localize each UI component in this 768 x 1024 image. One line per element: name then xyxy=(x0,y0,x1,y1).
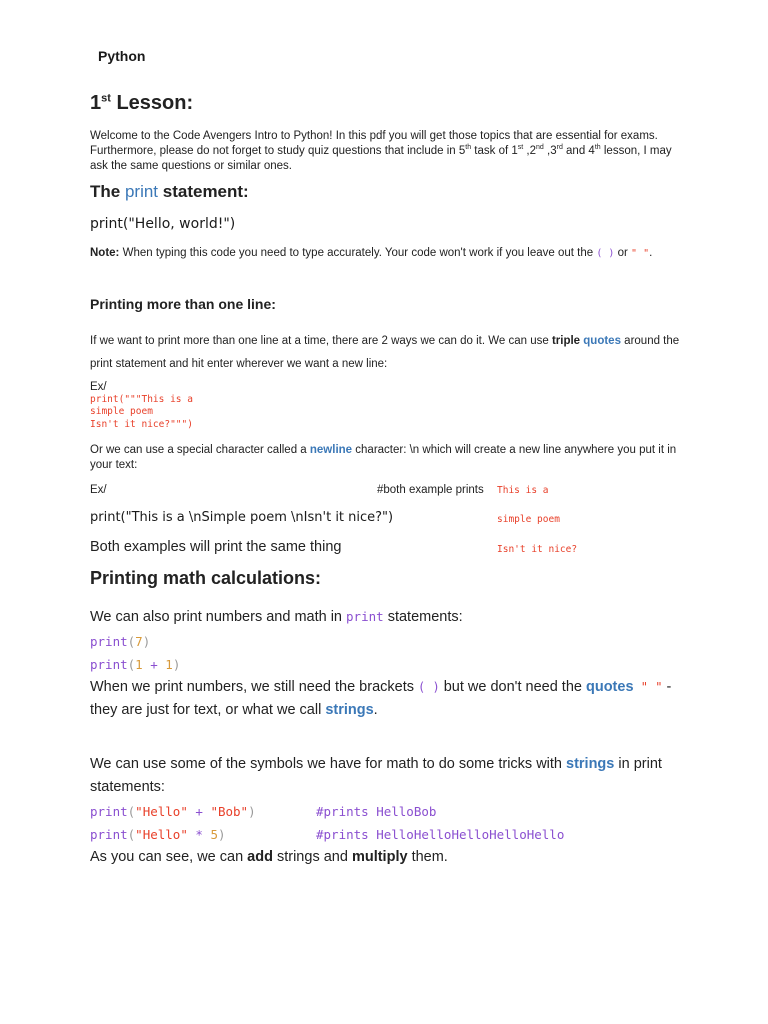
intro-text: ,2 xyxy=(523,145,537,157)
code-paren: ) xyxy=(172,657,181,672)
code-operator: + xyxy=(142,657,166,672)
output-line-2: simple poem xyxy=(497,514,560,525)
symbols-line-1 xyxy=(90,756,662,772)
para-text: Or we can use a special character called a xyxy=(90,444,310,456)
note-text: . xyxy=(649,247,653,259)
multiline-line-2: print statement and hit enter wherever we want a new line: xyxy=(90,358,388,370)
output-line-1: This is a xyxy=(497,485,549,496)
note-quotes: " " xyxy=(631,248,650,259)
code-string: "Hello" xyxy=(135,827,188,842)
intro-sup: st xyxy=(517,144,524,152)
intro-sup: th xyxy=(594,144,601,152)
newline-line-1 xyxy=(90,443,676,458)
intro-text: Furthermore, please do not forget to study quiz questions that include in 5 xyxy=(90,145,466,157)
note-text: When typing this code you need to type accurately. Your code won't work if you leave out the xyxy=(119,247,597,259)
para-text: statements: xyxy=(383,609,463,625)
math-intro xyxy=(90,609,463,625)
example-label: Ex/ xyxy=(90,381,107,393)
triple-quote-code-2: simple poem xyxy=(90,406,153,417)
comment-prints-hello-x5: #prints HelloHelloHelloHelloHello xyxy=(316,827,565,842)
note-text: or xyxy=(614,247,632,259)
add-multiply-line xyxy=(90,849,448,865)
code-operator: * xyxy=(187,827,211,842)
para-text: We can also print numbers and math in xyxy=(90,609,347,625)
code-paren: ( xyxy=(127,804,136,819)
para-text: they are just for text, or what we call xyxy=(90,702,326,718)
code-paren: ( xyxy=(127,827,136,842)
newline-line-2: your text: xyxy=(90,459,138,471)
intro-line-1: Welcome to the Code Avengers Intro to Python! In this pdf you will get those topics that are essential for exams. xyxy=(90,130,658,142)
code-hello-plus-bob xyxy=(90,804,256,819)
heading-keyword: print xyxy=(124,182,159,201)
quotes-keyword: quotes xyxy=(585,679,634,695)
both-same-text: Both examples will print the same thing xyxy=(90,539,342,555)
intro-text: task of 1 xyxy=(471,145,518,157)
heading-text: The xyxy=(90,182,125,201)
note-label: Note: xyxy=(90,247,120,259)
intro-line-2 xyxy=(90,144,672,159)
para-text: If we want to print more than one line at a time, there are 2 ways we can do it. We can use xyxy=(90,335,552,347)
code-fn: print xyxy=(90,634,128,649)
both-prints-comment: #both example prints xyxy=(377,484,484,496)
code-fn: print xyxy=(90,804,128,819)
multiline-line-1 xyxy=(90,334,679,349)
quotes-keyword: quotes xyxy=(583,335,621,347)
code-operator: + xyxy=(187,804,211,819)
strings-keyword: strings xyxy=(325,702,374,718)
intro-text: ,3 xyxy=(543,145,557,157)
para-text: strings and xyxy=(272,849,352,865)
code-fn: print xyxy=(90,657,128,672)
code-string: "Bob" xyxy=(210,804,249,819)
note-line xyxy=(90,246,652,261)
code-print-7 xyxy=(90,634,150,649)
newline-keyword: newline xyxy=(309,444,353,456)
lesson-number: 1 xyxy=(90,92,102,114)
symbols-line-2: statements: xyxy=(90,779,165,795)
para-text: When we print numbers, we still need the brackets xyxy=(90,679,419,695)
math-heading: Printing math calculations: xyxy=(90,568,322,588)
code-print-1-plus-1 xyxy=(90,657,180,672)
code-hello-times-5 xyxy=(90,827,226,842)
para-text: them. xyxy=(407,849,448,865)
para-text: character: \n which will create a new line anywhere you put it in xyxy=(352,444,677,456)
lesson-sup: st xyxy=(101,92,111,105)
code-number: 1 xyxy=(135,657,143,672)
code-paren: ( xyxy=(127,657,136,672)
intro-line-3: ask the same questions or similar ones. xyxy=(90,160,292,172)
example-label-2: Ex/ xyxy=(90,484,107,496)
comment-prints-hellobob: #prints HelloBob xyxy=(316,804,437,819)
code-number: 1 xyxy=(165,657,173,672)
intro-sup: th xyxy=(465,144,472,152)
print-statement-heading xyxy=(90,182,249,202)
quotes-glyph: " " xyxy=(633,680,663,694)
para-text: We can use some of the symbols we have for math to do some tricks with xyxy=(90,756,567,772)
doc-header-title: Python xyxy=(98,48,146,64)
multiline-heading: Printing more than one line: xyxy=(90,296,276,312)
strings-keyword: strings xyxy=(566,756,615,772)
heading-text: statement: xyxy=(158,182,249,201)
para-text: around the xyxy=(620,335,680,347)
para-text: but we don't need the xyxy=(439,679,586,695)
intro-sup: nd xyxy=(536,144,544,152)
lesson-label: Lesson: xyxy=(110,92,194,114)
triple-quote-code-3: Isn't it nice?""") xyxy=(90,419,193,430)
code-paren: ) xyxy=(248,804,256,819)
code-fn: print xyxy=(90,827,128,842)
hello-world-example: print("Hello, world!") xyxy=(90,216,236,232)
brackets-line xyxy=(90,679,671,695)
print-keyword: print xyxy=(346,609,384,624)
code-paren: ) xyxy=(217,827,226,842)
lesson-heading xyxy=(90,92,193,115)
para-text: . xyxy=(373,702,378,718)
code-number: 5 xyxy=(210,827,218,842)
strings-line xyxy=(90,702,378,718)
brackets-glyph: ( ) xyxy=(418,680,440,694)
note-parens: ( ) xyxy=(596,248,615,259)
para-text: in print xyxy=(614,756,662,772)
triple-keyword: triple xyxy=(551,335,581,347)
code-string: "Hello" xyxy=(135,804,188,819)
output-line-3: Isn't it nice? xyxy=(497,544,578,555)
newline-code-example: print("This is a \nSimple poem \nIsn't it nice?") xyxy=(90,510,394,525)
intro-text: lesson, I may xyxy=(600,145,672,157)
intro-text: and 4 xyxy=(562,145,595,157)
intro-sup: rd xyxy=(556,144,563,152)
para-text: As you can see, we can xyxy=(90,849,248,865)
triple-quote-code-1: print("""This is a xyxy=(90,394,193,405)
code-number: 7 xyxy=(135,634,143,649)
multiply-keyword: multiply xyxy=(351,849,408,865)
add-keyword: add xyxy=(247,849,273,865)
code-paren: ) xyxy=(142,634,151,649)
code-paren: ( xyxy=(127,634,136,649)
para-text: - xyxy=(662,679,672,695)
